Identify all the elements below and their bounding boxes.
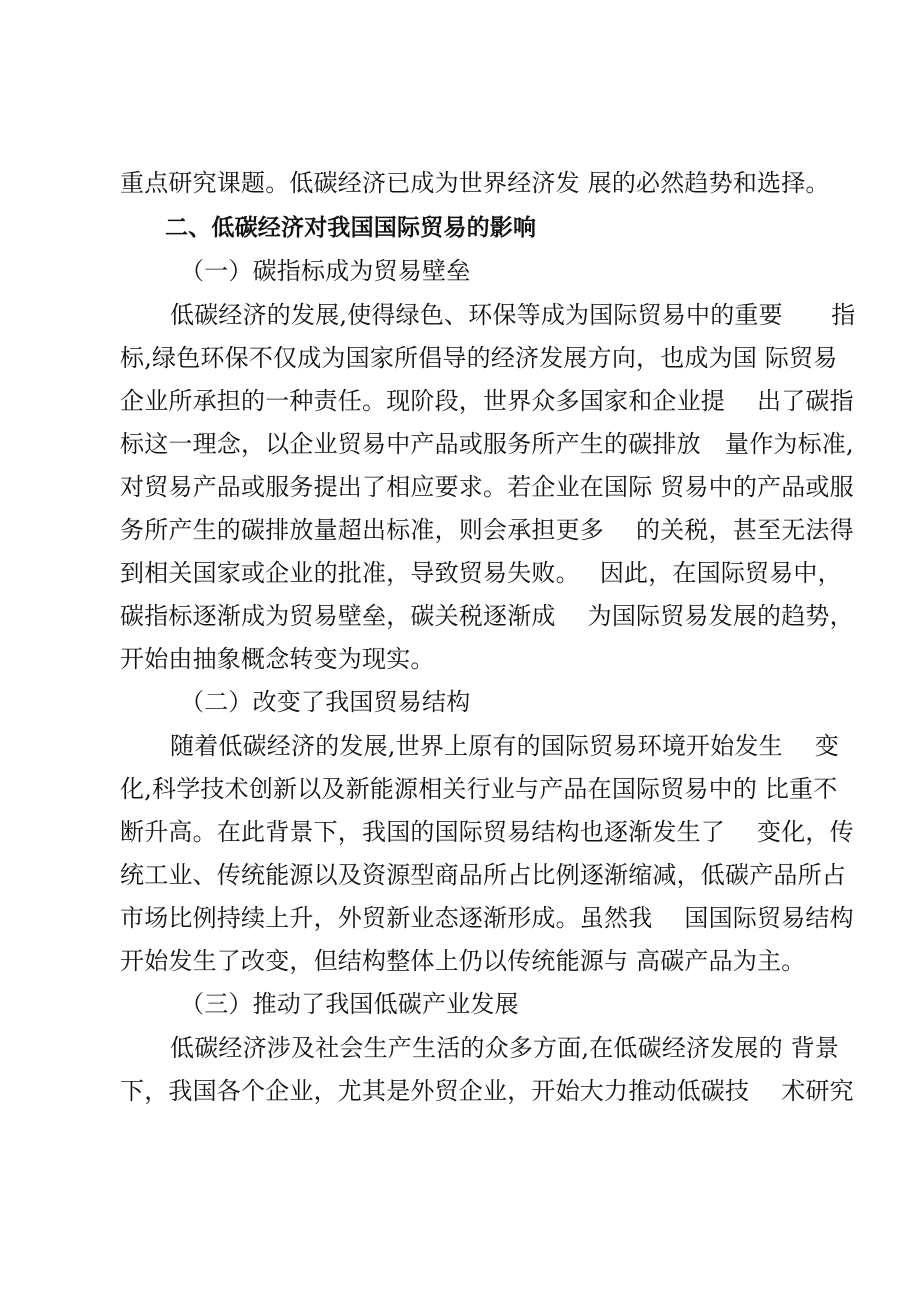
subsection-heading: （三）推动了我国低碳产业发展 <box>180 990 519 1018</box>
text-line: 开始发生了改变，但结构整体上仍以传统能源与 高碳产品为主。 <box>120 947 806 975</box>
text-line: 碳指标逐渐成为贸易壁垒，碳关税逐渐成 为国际贸易发展的趋势， <box>120 602 854 630</box>
text-line: 标,绿色环保不仅成为国家所倡导的经济发展方向，也成为国 际贸易 <box>120 344 838 372</box>
text-line: 下，我国各个企业，尤其是外贸企业，开始大力推动低碳技 术研究 <box>120 1077 854 1105</box>
text-line: 市场比例持续上升，外贸新业态逐渐形成。虽然我 国国际贸易结构 <box>120 904 854 932</box>
text-line: 企业所承担的一种责任。现阶段，世界众多国家和企业提 出了碳指 <box>120 387 854 415</box>
text-line: 到相关国家或企业的批准，导致贸易失败。 因此，在国际贸易中， <box>120 559 842 587</box>
text-line: 务所产生的碳排放量超出标准，则会承担更多 的关税，甚至无法得 <box>120 516 854 544</box>
text-line: 低碳经济的发展,使得绿色、环保等成为国际贸易中的重要 指 <box>170 301 856 329</box>
subsection-heading: （二）改变了我国贸易结构 <box>180 688 471 716</box>
text-line: 断升高。在此背景下，我国的国际贸易结构也逐渐发生了 变化，传 <box>120 818 854 846</box>
text-line: 开始由抽象概念转变为现实。 <box>120 645 435 673</box>
text-line: 标这一理念，以企业贸易中产品或服务所产生的碳排放 量作为标准, <box>120 430 854 458</box>
text-line: 低碳经济涉及社会生产生活的众多方面,在低碳经济发展的 背景 <box>170 1034 840 1062</box>
subsection-heading: （一）碳指标成为贸易壁垒 <box>180 257 471 285</box>
text-line: 统工业、传统能源以及资源型商品所占比例逐渐缩减，低碳产品所占 <box>120 861 846 889</box>
text-line: 化,科学技术创新以及新能源相关行业与产品在国际贸易中的 比重不 <box>120 775 838 803</box>
section-heading: 二、低碳经济对我国国际贸易的影响 <box>165 215 537 241</box>
text-line: 对贸易产品或服务提出了相应要求。若企业在国际 贸易中的产品或服 <box>120 473 854 501</box>
text-line: 随着低碳经济的发展,世界上原有的国际贸易环境开始发生 变 <box>170 732 840 760</box>
text-line: 重点研究课题。低碳经济已成为世界经济发 展的必然趋势和选择。 <box>120 169 830 197</box>
